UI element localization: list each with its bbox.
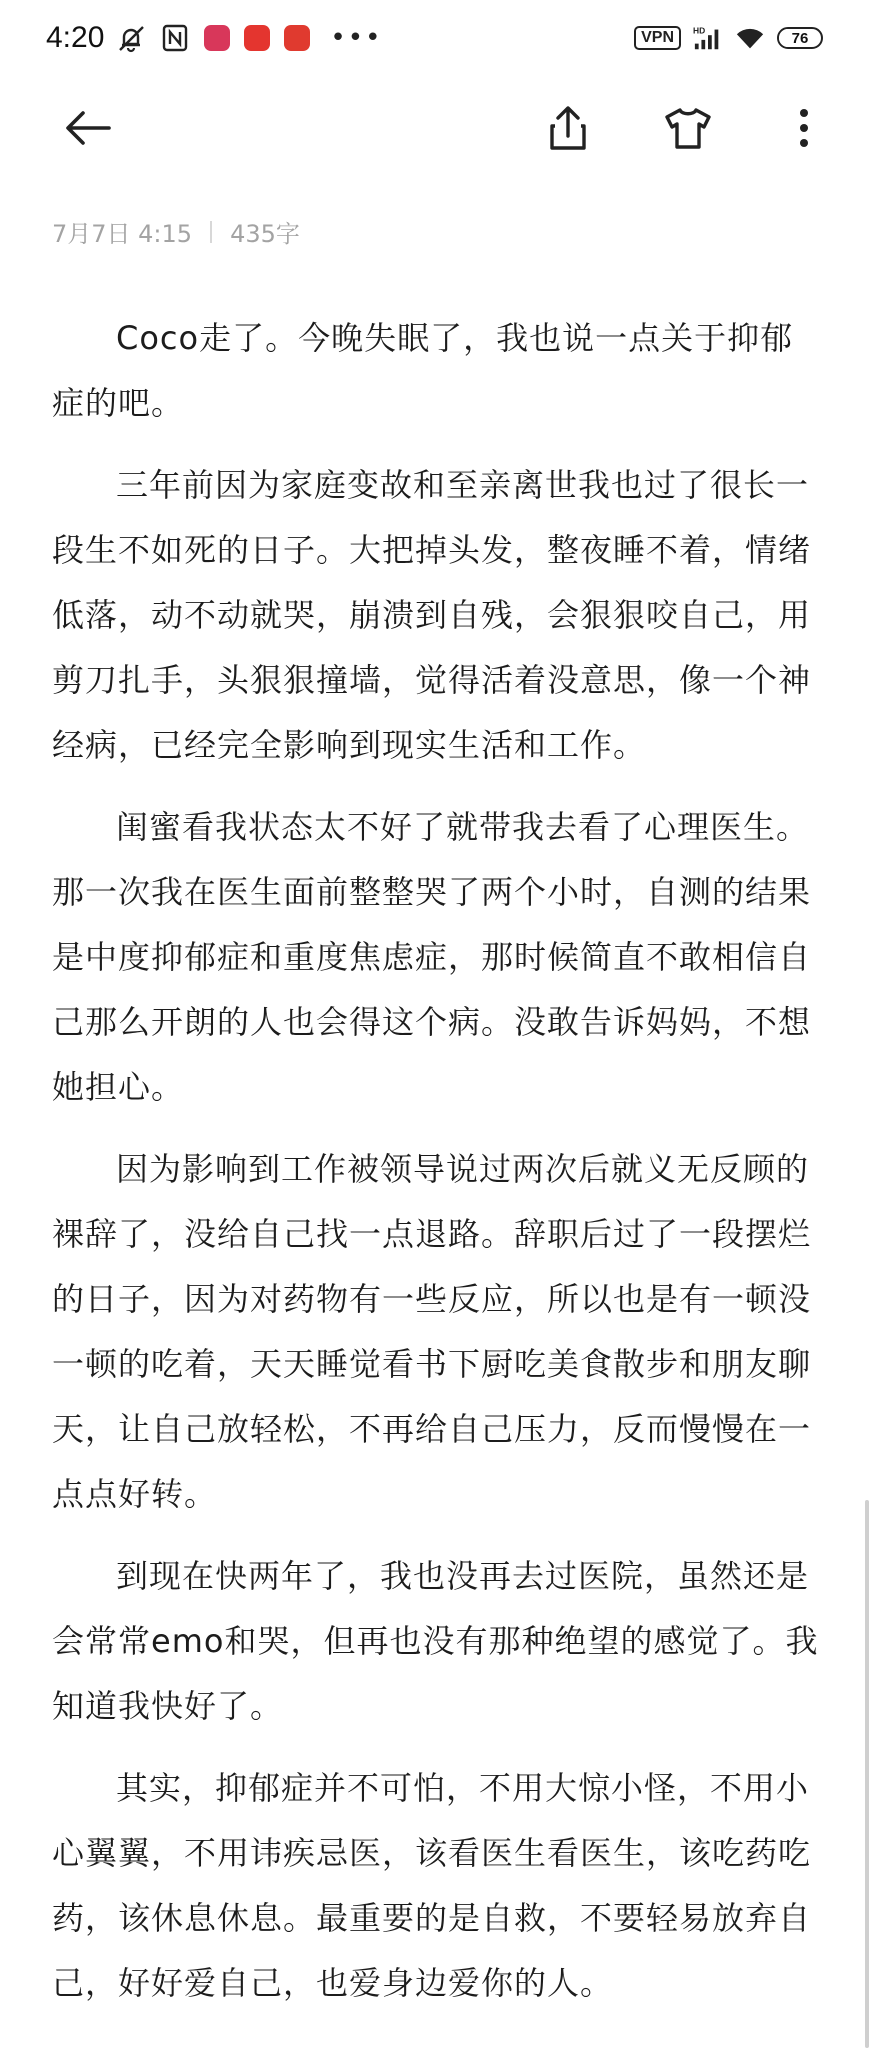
app-notification-icon-1 bbox=[204, 25, 230, 51]
battery-label: 76 bbox=[791, 29, 809, 47]
note-meta bbox=[52, 214, 300, 249]
note-paragraph-1: Coco走了。今晚失眠了，我也说一点关于抑郁症的吧。 bbox=[52, 319, 794, 422]
note-date: 7月7日 4:15 bbox=[52, 220, 193, 248]
note-paragraph-6: 其实，抑郁症并不可怕，不用大惊小怪，不用小心翼翼，不用讳疾忌医，该看医生看医生，该吃药吃药，该休息休息。最重要的是自救，不要轻易放弃自己，好好爱自己，也爱身边爱你的人。 bbox=[52, 1769, 812, 2002]
status-bar bbox=[0, 0, 869, 76]
battery-icon bbox=[777, 27, 823, 49]
status-more-icon: ••• bbox=[330, 23, 383, 53]
more-vertical-icon bbox=[798, 108, 810, 148]
note-paragraph-4: 因为影响到工作被领导说过两次后就义无反顾的裸辞了，没给自己找一点退路。辞职后过了一段摆烂的日子，因为对药物有一些反应，所以也是有一顿没一顿的吃着，天天睡觉看书下厨吃美食散步和朋友聊天，让自己放轻松，不再给自己压力，反而慢慢在一点点好转。 bbox=[52, 1150, 812, 1513]
back-arrow-icon bbox=[63, 108, 113, 148]
status-icons-left bbox=[116, 23, 382, 53]
app-notification-icon-2 bbox=[244, 25, 270, 51]
status-icons-right bbox=[634, 23, 823, 53]
signal-icon bbox=[693, 23, 723, 53]
app-notification-icon-3 bbox=[284, 25, 310, 51]
meta-divider bbox=[210, 221, 212, 243]
svg-text:HD: HD bbox=[693, 25, 706, 36]
more-button[interactable] bbox=[774, 98, 834, 158]
back-button[interactable] bbox=[58, 98, 118, 158]
muted-bell-icon bbox=[116, 23, 146, 53]
note-paragraph-2: 三年前因为家庭变故和至亲离世我也过了很长一段生不如死的日子。大把掉头发，整夜睡不着，情绪低落，动不动就哭，崩溃到自残，会狠狠咬自己，用剪刀扎手，头狠狠撞墙，觉得活着没意思，像一个神经病，已经完全影响到现实生活和工作。 bbox=[52, 466, 812, 764]
status-time: 4:20 bbox=[46, 21, 105, 54]
nfc-icon bbox=[160, 23, 190, 53]
scrollbar[interactable] bbox=[865, 1500, 869, 2048]
share-icon bbox=[546, 104, 590, 152]
wifi-icon bbox=[735, 23, 765, 53]
note-word-count: 435字 bbox=[230, 220, 300, 248]
note-body[interactable] bbox=[52, 306, 822, 2033]
note-paragraph-5: 到现在快两年了，我也没再去过医院，虽然还是会常常emo和哭，但再也没有那种绝望的感觉了。我知道我快好了。 bbox=[52, 1557, 819, 1725]
theme-button[interactable] bbox=[658, 98, 718, 158]
share-button[interactable] bbox=[538, 98, 598, 158]
note-toolbar bbox=[0, 88, 869, 168]
note-paragraph-3: 闺蜜看我状态太不好了就带我去看了心理医生。那一次我在医生面前整整哭了两个小时，自测的结果是中度抑郁症和重度焦虑症，那时候简直不敢相信自己那么开朗的人也会得这个病。没敢告诉妈妈，不想她担心。 bbox=[52, 808, 812, 1106]
vpn-badge: VPN bbox=[634, 26, 681, 50]
tshirt-icon bbox=[663, 106, 713, 150]
